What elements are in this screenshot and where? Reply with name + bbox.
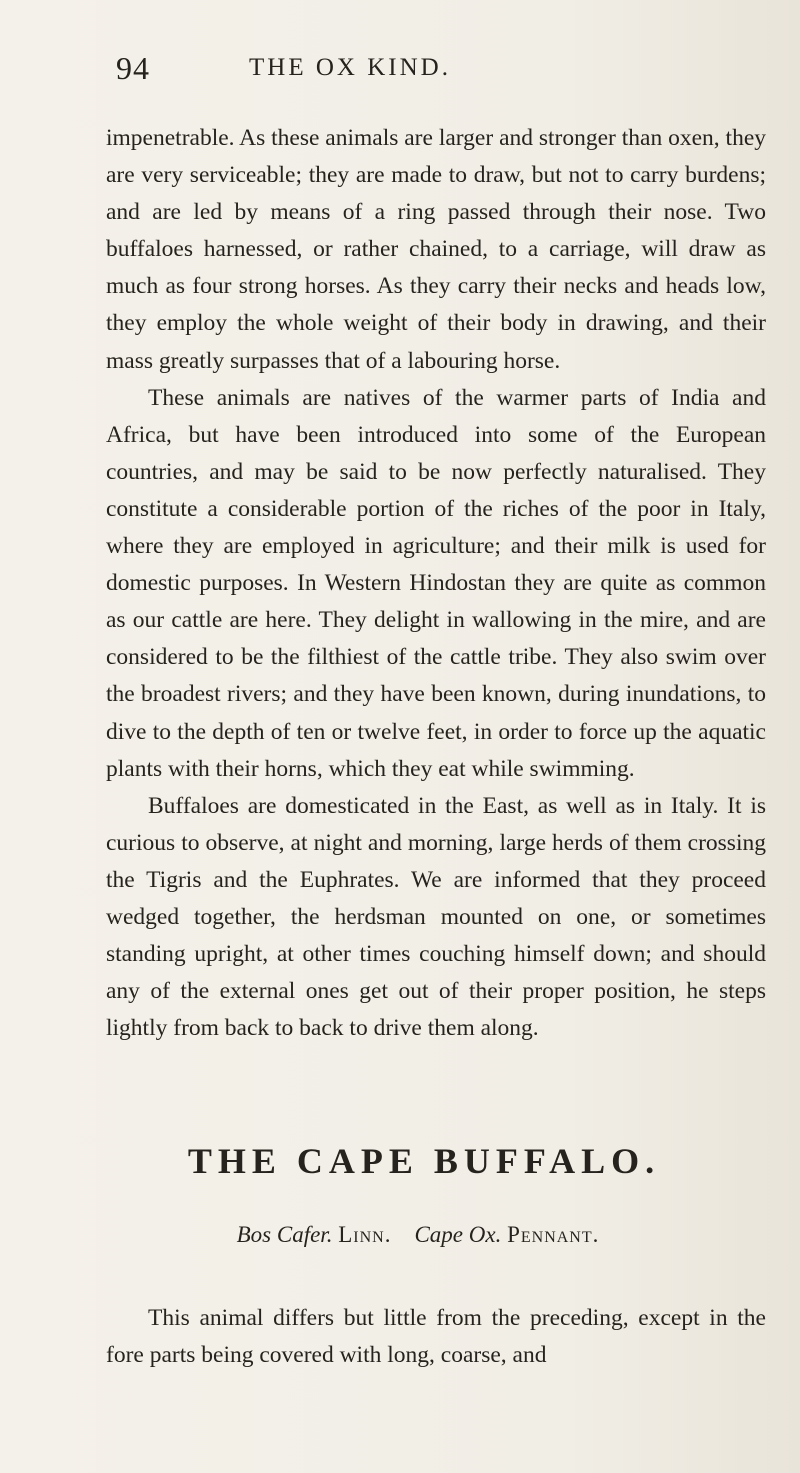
section-title: THE CAPE BUFFALO. bbox=[187, 1141, 661, 1181]
synonym-name-linnaeus: Bos Cafer. bbox=[236, 1222, 333, 1247]
body-text bbox=[106, 120, 766, 1047]
paragraph-natives: These animals are natives of the warmer parts of India and Africa, but have been introduced into some of the European countries, and may be said to be now perfectly naturalised. They constitute a considerable portion of the riches of the poor in Italy, where they are employed in agriculture; and their milk is used for domestic purposes. In Western Hindostan they are quite as common as our cattle are here. They delight in wallowing in the mire, and are considered to be the filthiest of the cattle tribe. They also swim over the broadest rivers; and they have been known, during inundations, to dive to the depth of ten or twelve feet, in order to force up the aquatic plants with their horns, which they eat while swimming. bbox=[106, 384, 766, 782]
paragraph-cape-buffalo: This animal differs but little from the preceding, except in the fore parts being covered with long, coarse, and bbox=[106, 1305, 766, 1369]
synonym-name-pennant: Cape Ox. bbox=[414, 1222, 502, 1247]
page-number: 94 bbox=[116, 50, 150, 86]
running-head bbox=[106, 50, 764, 90]
paragraph-domesticated: Buffaloes are domesticated in the East, as well as in Italy. It is curious to observe, at night and morning, large herds of them crossing the Tigris and the Euphrates. We are informed that they proceed wedged together, the herdsman mounted on one, or sometimes standing upright, at other times couching himself down; and should any of the external ones get out of their proper position, he steps lightly from back to back to drive them along. bbox=[106, 792, 766, 1042]
running-title: THE OX KIND. bbox=[249, 54, 451, 81]
synonym-author-pennant: Pennant. bbox=[507, 1222, 600, 1247]
paragraph-continued: impenetrable. As these animals are larger and stronger than oxen, they are very serviceable; they are made to draw, but not to carry burdens; and are led by means of a ring passed through their nose. Two buffaloes harnessed, or rather chained, to a carriage, will draw as much as four strong horses. As they carry their necks and heads low, they employ the whole weight of their body in drawing, and their mass greatly surpasses that of a labouring horse. bbox=[106, 125, 766, 374]
synonym-author-linnaeus: Linn. bbox=[338, 1222, 392, 1247]
section-body bbox=[106, 1300, 766, 1374]
synonymy-line bbox=[88, 1222, 748, 1248]
